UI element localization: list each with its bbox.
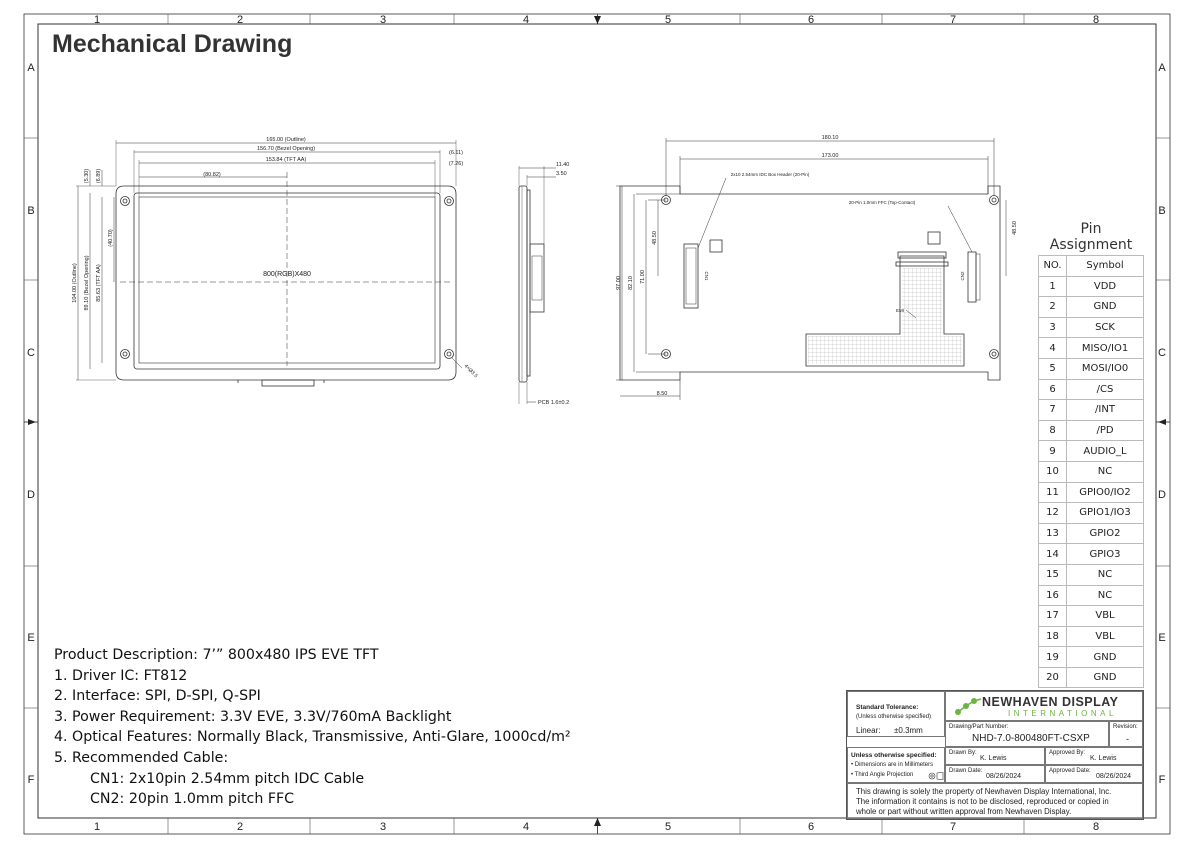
pin-symbol: GND — [1067, 297, 1144, 318]
ffc-label: 20-Pin 1.0mm FFC (Top-Contact) — [848, 200, 916, 205]
dim-back-850: 8.50 — [656, 391, 668, 397]
property-line-3: whole or part without written approval from Newhaven Display. — [856, 807, 1072, 816]
dim-tft-width: 153.84 (TFT AA) — [265, 157, 307, 163]
pin-symbol: MOSI/IO0 — [1067, 358, 1144, 379]
pin-row — [1039, 503, 1144, 524]
projection-symbol-icon — [928, 772, 944, 780]
dim-center-y: (40.70) — [108, 229, 114, 247]
description-line: CN1: 2x10pin 2.54mm pitch IDC Cable — [90, 770, 365, 787]
pin-symbol: /PD — [1067, 420, 1144, 441]
pin-symbol: /CS — [1067, 379, 1144, 400]
row-label-b: B — [27, 205, 35, 217]
row-label-f: F — [27, 774, 35, 786]
pin-row — [1039, 482, 1144, 503]
revision-value: - — [1126, 734, 1129, 744]
pin-table-body — [1039, 276, 1144, 688]
pin-number: 18 — [1039, 626, 1067, 647]
product-description — [54, 645, 571, 810]
description-line: 1. Driver IC: FT812 — [54, 667, 188, 684]
std-tolerance: Standard Tolerance: — [856, 704, 919, 711]
dim-back-48-left: 48.50 — [652, 231, 658, 245]
pin-number: 17 — [1039, 606, 1067, 627]
unless-cell — [847, 747, 945, 783]
linear-label: Linear: — [856, 726, 881, 735]
pin-symbol: GPIO0/IO2 — [1067, 482, 1144, 503]
pin-number: 19 — [1039, 647, 1067, 668]
dim-back-97: 97.00 — [616, 276, 622, 290]
pin-number: 14 — [1039, 544, 1067, 565]
description-line: CN2: 20pin 1.0mm pitch FFC — [90, 791, 295, 808]
drawn-date-cell — [945, 765, 1045, 783]
pin-symbol: GPIO3 — [1067, 544, 1144, 565]
pin-row — [1039, 338, 1144, 359]
pin-table-header — [1039, 256, 1144, 277]
dim-hole: 4×Ø3.5 — [462, 363, 479, 380]
col-label-6: 6 — [807, 14, 815, 26]
approved-by-label: Approved By: — [1049, 750, 1086, 756]
property-line-2: The information it contains is not to be disclosed, reproduced or copied in — [856, 797, 1109, 806]
dim-bezel-width: 156.70 (Bezel Opening) — [256, 146, 316, 152]
pin-row — [1039, 523, 1144, 544]
pin-number: 8 — [1039, 420, 1067, 441]
logo-main-text: NEWHAVEN DISPLAY — [982, 695, 1119, 709]
dim-center-x: (80.82) — [203, 172, 221, 178]
pin-row — [1039, 544, 1144, 565]
property-notice — [847, 783, 1143, 819]
pin-number: 5 — [1039, 358, 1067, 379]
pin-number: 10 — [1039, 461, 1067, 482]
newhaven-logo-icon — [954, 696, 982, 718]
dim-outline-height: 104.00 (Outline) — [72, 263, 78, 303]
pin-number: 11 — [1039, 482, 1067, 503]
drawn-by: K. Lewis — [980, 755, 1007, 762]
dim-side-thin: 3.50 — [556, 171, 567, 177]
property-line-1: This drawing is solely the property of Newhaven Display International, Inc. — [856, 787, 1112, 796]
drawn-date: 08/26/2024 — [986, 773, 1022, 780]
pin-number: 20 — [1039, 667, 1067, 688]
dim-back-82: 82.10 — [628, 276, 634, 290]
pin-row — [1039, 441, 1144, 462]
pin-symbol: VBL — [1067, 626, 1144, 647]
col-label-8-bottom: 8 — [1092, 821, 1100, 833]
pin-number: 9 — [1039, 441, 1067, 462]
pin-row — [1039, 585, 1144, 606]
front-view — [76, 140, 462, 386]
dim-back-71: 71.00 — [640, 270, 646, 284]
pin-col-no: NO. — [1039, 256, 1067, 277]
row-label-a: A — [27, 62, 35, 74]
pin-number: 12 — [1039, 503, 1067, 524]
dim-top-1: (5.30) — [84, 168, 90, 184]
row-label-e-right: E — [1158, 632, 1166, 644]
ffc-cable-grid — [808, 268, 962, 364]
pin-symbol: /INT — [1067, 400, 1144, 421]
pin-table-title: Pin Assignment — [1049, 221, 1133, 253]
col-label-2: 2 — [236, 14, 244, 26]
pin-symbol: MISO/IO1 — [1067, 338, 1144, 359]
pin-number: 6 — [1039, 379, 1067, 400]
drawn-by-label: Drawn By: — [949, 750, 977, 756]
revision-label: Revision: — [1113, 724, 1138, 730]
linear-value: ±0.3mm — [894, 726, 923, 735]
pin-col-symbol: Symbol — [1067, 256, 1144, 277]
pin-symbol: VBL — [1067, 606, 1144, 627]
pin-number: 16 — [1039, 585, 1067, 606]
pin-row — [1039, 379, 1144, 400]
row-label-a-right: A — [1158, 62, 1166, 74]
approved-date-label: Approved Date: — [1049, 768, 1091, 774]
col-label-5: 5 — [664, 14, 672, 26]
col-label-7-bottom: 7 — [949, 821, 957, 833]
pin-number: 4 — [1039, 338, 1067, 359]
dim-top-2: (6.89) — [96, 168, 102, 184]
unless-specified: Unless otherwise specified: — [851, 752, 937, 759]
row-label-b-right: B — [1158, 205, 1166, 217]
col-label-3: 3 — [379, 14, 387, 26]
part-label: Drawing/Part Number: — [949, 724, 1009, 730]
pin-row — [1039, 358, 1144, 379]
revision-cell — [1109, 721, 1143, 747]
pin-number: 3 — [1039, 317, 1067, 338]
dim-tft-height: 85.63 (TFT AA) — [96, 264, 102, 302]
pin-symbol: AUDIO_L — [1067, 441, 1144, 462]
pin-symbol: GPIO2 — [1067, 523, 1144, 544]
tolerance-cell — [847, 691, 945, 737]
pin-assignment-table — [1038, 219, 1144, 688]
drawn-date-label: Drawn Date: — [949, 768, 983, 774]
page-title: Mechanical Drawing — [52, 30, 293, 58]
description-line: 4. Optical Features: Normally Black, Transmissive, Anti-Glare, 1000cd/m² — [54, 729, 571, 746]
pin-number: 2 — [1039, 297, 1067, 318]
cn1-label: CN1 — [704, 271, 709, 281]
approved-by-cell — [1045, 747, 1143, 765]
dim-back-width-1: 180.10 — [821, 135, 839, 141]
pin-row — [1039, 317, 1144, 338]
pin-row — [1039, 564, 1144, 585]
part-number-cell — [945, 721, 1109, 747]
pin-row — [1039, 606, 1144, 627]
pin-symbol: SCK — [1067, 317, 1144, 338]
col-label-1: 1 — [93, 14, 101, 26]
approved-date-cell — [1045, 765, 1143, 783]
pin-symbol: NC — [1067, 585, 1144, 606]
row-label-c: C — [27, 347, 35, 359]
pin-row — [1039, 400, 1144, 421]
col-label-2-bottom: 2 — [236, 821, 244, 833]
part-number: NHD-7.0-800480FT-CSXP — [972, 733, 1090, 744]
unless-note: (Unless otherwise specified) — [856, 714, 932, 720]
col-label-8: 8 — [1092, 14, 1100, 26]
pin-symbol: NC — [1067, 564, 1144, 585]
pin-number: 7 — [1039, 400, 1067, 421]
description-line: 5. Recommended Cable: — [54, 749, 229, 766]
col-label-3-bottom: 3 — [379, 821, 387, 833]
pin-number: 13 — [1039, 523, 1067, 544]
cn2-label: CN2 — [960, 271, 965, 281]
pin-row — [1039, 276, 1144, 297]
pin-symbol: NC — [1067, 461, 1144, 482]
col-label-4: 4 — [522, 14, 530, 26]
emi-label: EMI — [895, 308, 905, 313]
dim-back-width-2: 173.00 — [821, 153, 839, 159]
drawn-by-cell — [945, 747, 1045, 765]
title-block — [846, 690, 1144, 820]
row-label-d-right: D — [1158, 489, 1166, 501]
col-label-7: 7 — [949, 14, 957, 26]
row-label-d: D — [27, 489, 35, 501]
col-label-4-bottom: 4 — [522, 821, 530, 833]
dim-side-thickness: 11.40 — [556, 162, 570, 168]
note-projection: • Third Angle Projection — [851, 772, 914, 778]
pin-symbol: VDD — [1067, 276, 1144, 297]
side-view — [519, 166, 556, 404]
pin-row — [1039, 420, 1144, 441]
pin-number: 15 — [1039, 564, 1067, 585]
resolution-label: 800(RGB)X480 — [263, 271, 311, 278]
row-label-e: E — [27, 632, 35, 644]
row-label-c-right: C — [1158, 347, 1166, 359]
pin-row — [1039, 647, 1144, 668]
pin-row — [1039, 626, 1144, 647]
dim-back-48-right: 48.50 — [1012, 221, 1018, 235]
description-line: 2. Interface: SPI, D-SPI, Q-SPI — [54, 688, 261, 705]
logo-cell — [945, 691, 1143, 721]
logo-sub-text: INTERNATIONAL — [1008, 709, 1117, 718]
col-label-6-bottom: 6 — [807, 821, 815, 833]
pin-symbol: GND — [1067, 647, 1144, 668]
dim-bezel-height: 89.10 (Bezel Opening) — [84, 255, 90, 311]
pin-row — [1039, 297, 1144, 318]
approved-by: K. Lewis — [1090, 755, 1117, 762]
row-label-f-right: F — [1158, 774, 1166, 786]
description-line: Product Description: 7’” 800x480 IPS EVE TFT — [54, 647, 379, 663]
pin-row — [1039, 667, 1144, 688]
approved-date: 08/26/2024 — [1096, 773, 1132, 780]
dim-outline-width: 165.00 (Outline) — [266, 137, 306, 143]
pin-number: 1 — [1039, 276, 1067, 297]
pin-symbol: GND — [1067, 667, 1144, 688]
note-millimeters: • Dimensions are in Millimeters — [851, 762, 934, 768]
header-label: 2x10 2.54mm IDC Box Header (20-Pin) — [730, 172, 810, 177]
pin-symbol: GPIO1/IO3 — [1067, 503, 1144, 524]
col-label-5-bottom: 5 — [664, 821, 672, 833]
col-label-1-bottom: 1 — [93, 821, 101, 833]
pin-row — [1039, 461, 1144, 482]
description-line: 3. Power Requirement: 3.3V EVE, 3.3V/760mA Backlight — [54, 708, 452, 725]
dim-tft-offset: (7.26) — [448, 161, 464, 167]
dim-pcb: PCB 1.6±0.2 — [538, 400, 570, 406]
dim-bezel-offset: (6.11) — [449, 150, 463, 156]
